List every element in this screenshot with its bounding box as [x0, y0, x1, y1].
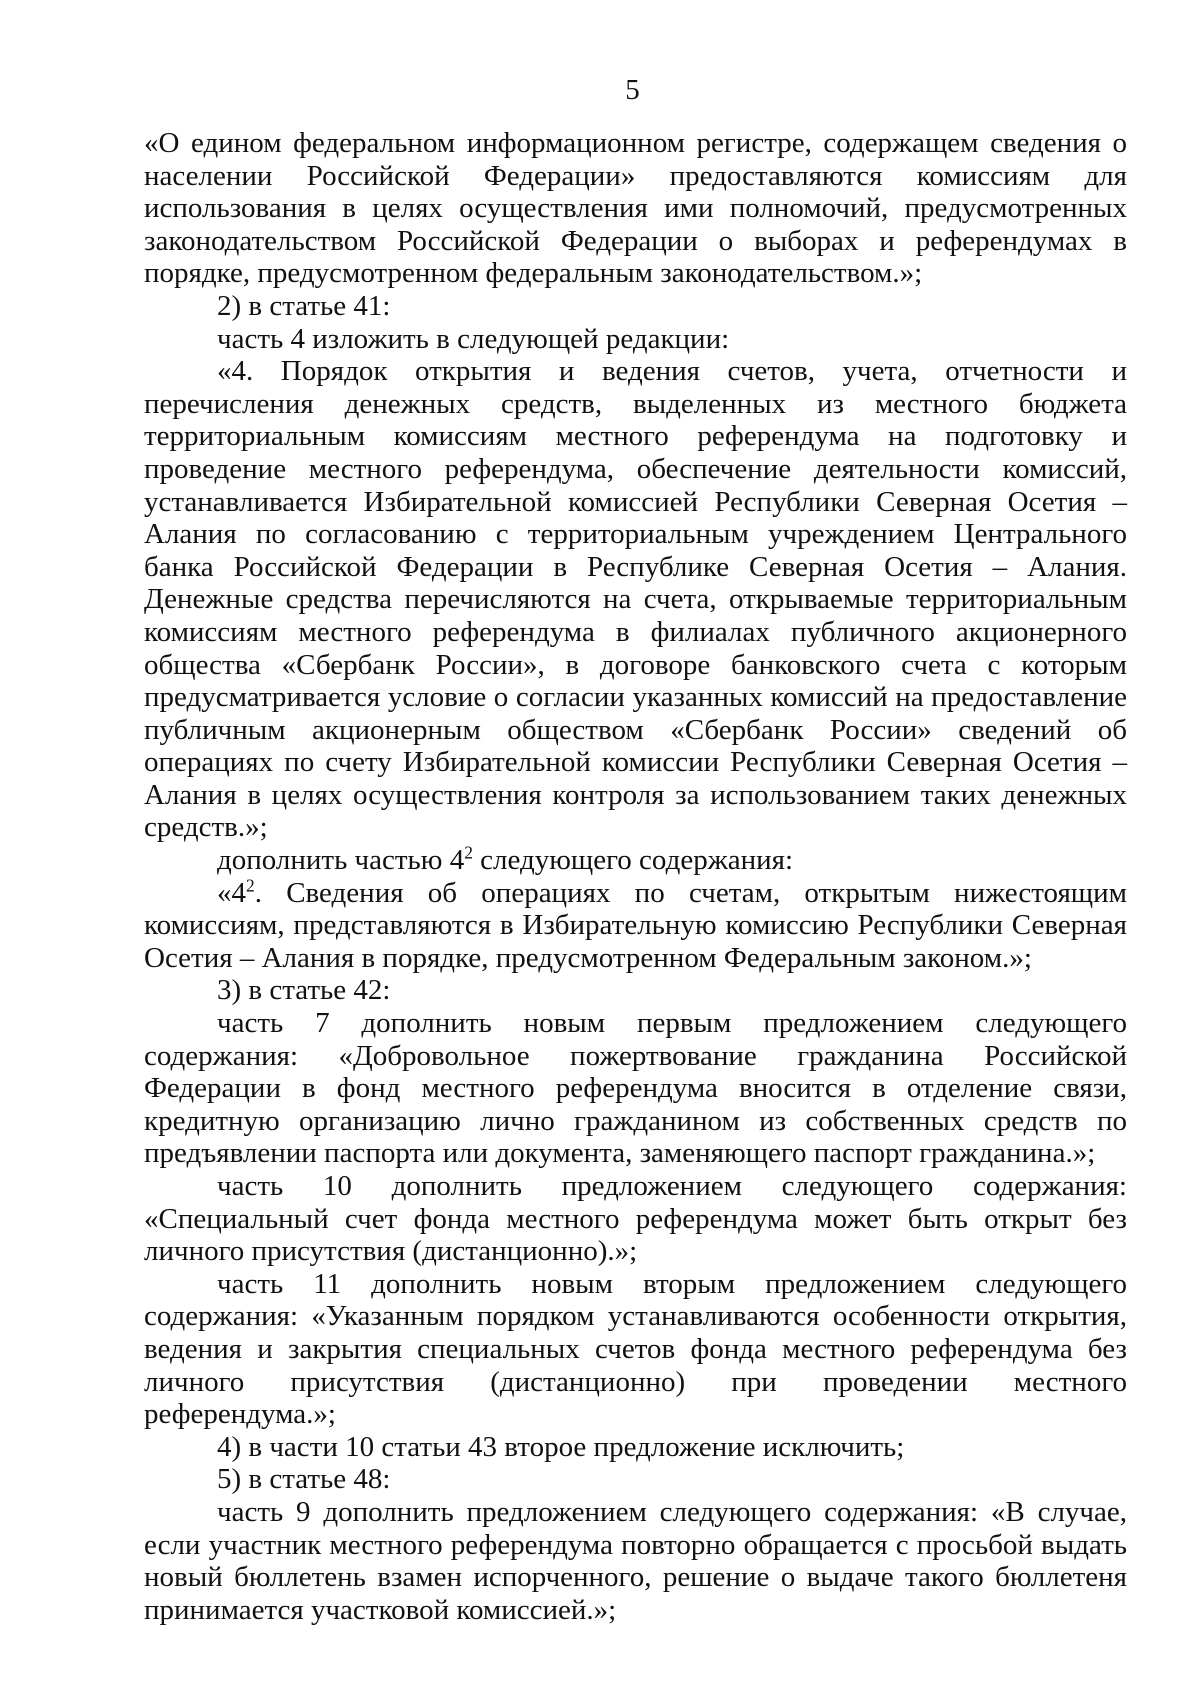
- paragraph: [144, 844, 1127, 877]
- text-run: «4: [217, 876, 246, 909]
- page-number: 5: [625, 74, 640, 106]
- text-run: часть 9 дополнить предложением следующего содержания: «В случае, если участник местного референдума повторно обращается с просьбой выдать новый бюллетень взамен испорченного, решение о выдаче такого бюллетеня принимается участковой комиссией.»;: [144, 1495, 1127, 1626]
- paragraph: [144, 1496, 1127, 1626]
- text-run: следующего содержания:: [472, 844, 794, 877]
- text-run: 5) в статье 48:: [217, 1463, 391, 1496]
- paragraph: [144, 1170, 1127, 1268]
- paragraph: [144, 290, 1127, 323]
- text-run: дополнить частью 4: [217, 844, 465, 877]
- paragraph: [144, 1431, 1127, 1464]
- paragraph: [144, 1463, 1127, 1496]
- text-run: часть 11 дополнить новым вторым предложением следующего содержания: «Указанным порядком устанавливаются особенности открытия, ведения и закрытия специальных счетов фонда местного референдума без личного присутствия (дистанционно) при проведении местного референдума.»;: [144, 1267, 1127, 1431]
- superscript: 2: [246, 875, 255, 895]
- paragraph: [144, 877, 1127, 975]
- text-run: часть 7 дополнить новым первым предложением следующего содержания: «Добровольное пожертвование гражданина Российской Федерации в фонд местного референдума вносится в отделение связи, кредитную организацию лично гражданином из собственных средств по предъявлении паспорта или документа, заменяющего паспорт гражданина.»;: [144, 1007, 1127, 1170]
- text-run: 4) в части 10 статьи 43 второе предложение исключить;: [217, 1430, 905, 1463]
- text-run: 3) в статье 42:: [217, 974, 391, 1007]
- text-run: часть 10 дополнить предложением следующего содержания: «Специальный счет фонда местного референдума может быть открыт без личного присутствия (дистанционно).»;: [144, 1170, 1127, 1268]
- text-run: 2) в статье 41:: [217, 289, 391, 322]
- paragraph: [144, 974, 1127, 1007]
- text-run: «4. Порядок открытия и ведения счетов, учета, отчетности и перечисления денежных средств, выделенных из местного бюджета территориальным комиссиям местного референдума на подготовку и проведение местного референдума, обеспечение деятельности комиссий, устанавливается Избирательной комиссией Республики Северная Осетия – Алания по согласованию с территориальным учреждением Центрального банка Российской Федерации в Республике Северная Осетия – Алания. Денежные средства перечисляются на счета, открываемые территориальным комиссиям местного референдума в филиалах публичного акционерного общества «Сбербанк России», в договоре банковского счета с которым предусматривается условие о согласии указанных комиссий на предоставление публичным акционерным обществом «Сбербанк России» сведений об операциях по счету Избирательной комиссии Республики Северная Осетия – Алания в целях осуществления контроля за использованием таких денежных средств.»;: [144, 355, 1127, 844]
- paragraph: [144, 1007, 1127, 1170]
- paragraph: [144, 1268, 1127, 1431]
- paragraph: [144, 355, 1127, 844]
- text-run: . Сведения об операциях по счетам, открытым нижестоящим комиссиям, представляются в Избирательную комиссию Республики Северная Осетия – Алания в порядке, предусмотренном Федеральным законом.»;: [144, 876, 1127, 974]
- text-run: «О едином федеральном информационном регистре, содержащем сведения о населении Российской Федерации» предоставляются комиссиям для использования в целях осуществления ими полномочий, предусмотренных законодательством Российской Федерации о выборах и референдумах в порядке, предусмотренном федеральным законодательством.»;: [144, 127, 1127, 290]
- document-body: [144, 127, 1127, 1626]
- paragraph: [144, 127, 1127, 290]
- superscript: 2: [464, 842, 473, 863]
- paragraph: [144, 323, 1127, 356]
- text-run: часть 4 изложить в следующей редакции:: [217, 322, 730, 355]
